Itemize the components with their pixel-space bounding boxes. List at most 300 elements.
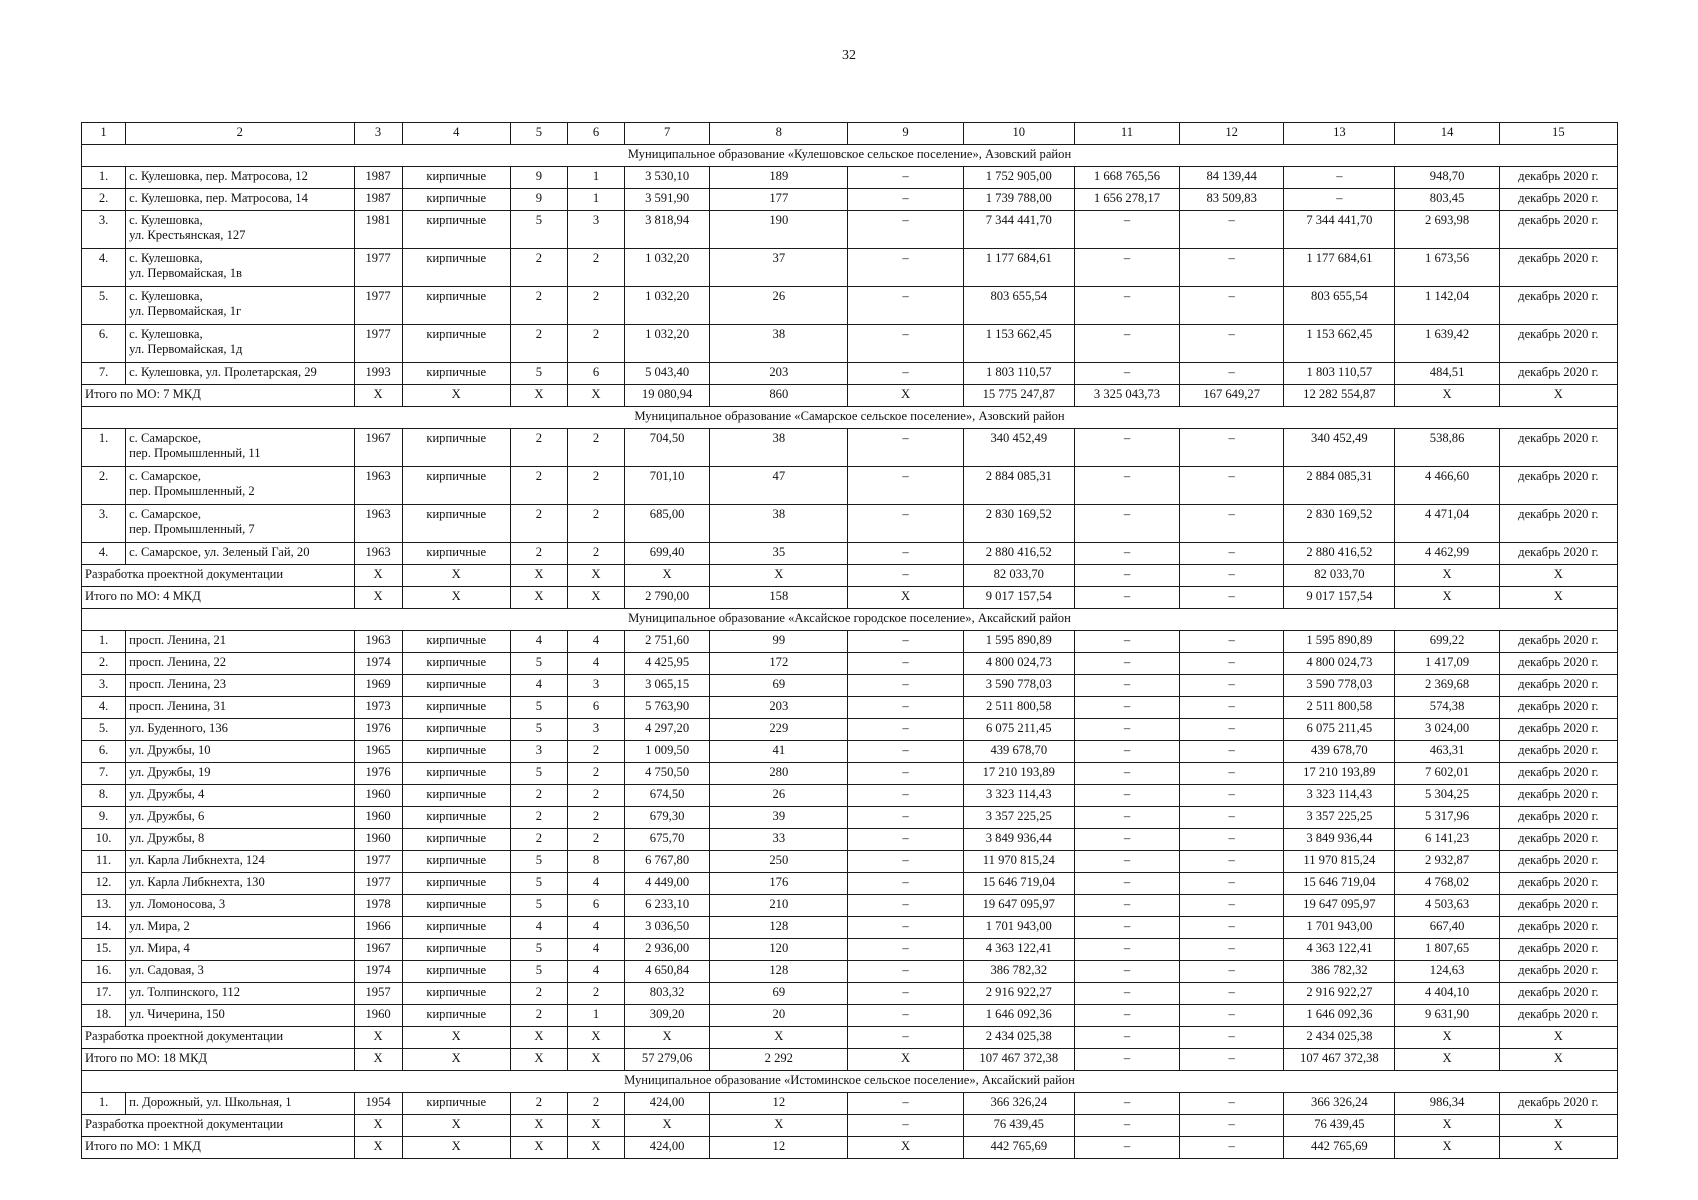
summary-label: Итого по МО: 4 МКД bbox=[82, 587, 355, 609]
cell-col-9: – bbox=[848, 1093, 963, 1115]
summary-cell-col-13: 12 282 554,87 bbox=[1284, 385, 1395, 407]
cell-col-10: 2 884 085,31 bbox=[963, 467, 1074, 505]
summary-row bbox=[82, 1049, 1618, 1071]
cell-col-3: 1967 bbox=[354, 429, 402, 467]
summary-cell-col-7: 57 279,06 bbox=[625, 1049, 710, 1071]
cell-col-7: 6 767,80 bbox=[625, 851, 710, 873]
summary-cell-col-13: 442 765,69 bbox=[1284, 1137, 1395, 1159]
cell-col-2: ул. Мира, 4 bbox=[126, 939, 354, 961]
summary-cell-col-6: Х bbox=[567, 1115, 624, 1137]
cell-col-13: 3 590 778,03 bbox=[1284, 675, 1395, 697]
cell-col-8: 12 bbox=[710, 1093, 848, 1115]
summary-cell-col-14: Х bbox=[1395, 1115, 1499, 1137]
cell-col-3: 1976 bbox=[354, 719, 402, 741]
cell-col-14: 1 142,04 bbox=[1395, 287, 1499, 325]
summary-cell-col-13: 82 033,70 bbox=[1284, 565, 1395, 587]
cell-col-2: с. Кулешовка, ул. Первомайская, 1г bbox=[126, 287, 354, 325]
cell-col-11: – bbox=[1074, 505, 1179, 543]
cell-col-10: 3 357 225,25 bbox=[963, 807, 1074, 829]
cell-col-12: – bbox=[1180, 719, 1284, 741]
cell-col-15: декабрь 2020 г. bbox=[1499, 697, 1617, 719]
cell-col-6: 2 bbox=[567, 807, 624, 829]
cell-col-13: 2 880 416,52 bbox=[1284, 543, 1395, 565]
cell-col-5: 5 bbox=[510, 363, 567, 385]
cell-col-1: 6. bbox=[82, 325, 126, 363]
cell-col-15: декабрь 2020 г. bbox=[1499, 895, 1617, 917]
summary-cell-col-7: Х bbox=[625, 565, 710, 587]
cell-col-5: 9 bbox=[510, 189, 567, 211]
summary-cell-col-5: Х bbox=[510, 587, 567, 609]
summary-cell-col-8: Х bbox=[710, 1027, 848, 1049]
cell-col-1: 11. bbox=[82, 851, 126, 873]
cell-col-6: 8 bbox=[567, 851, 624, 873]
header-row bbox=[82, 123, 1618, 145]
cell-col-1: 12. bbox=[82, 873, 126, 895]
cell-col-7: 4 425,95 bbox=[625, 653, 710, 675]
summary-cell-col-15: Х bbox=[1499, 565, 1617, 587]
table-row bbox=[82, 631, 1618, 653]
cell-col-6: 1 bbox=[567, 189, 624, 211]
summary-cell-col-14: Х bbox=[1395, 385, 1499, 407]
cell-col-4: кирпичные bbox=[402, 917, 510, 939]
table-row bbox=[82, 719, 1618, 741]
cell-col-5: 5 bbox=[510, 697, 567, 719]
cell-col-6: 1 bbox=[567, 167, 624, 189]
cell-col-3: 1965 bbox=[354, 741, 402, 763]
cell-col-9: – bbox=[848, 325, 963, 363]
section-title: Муниципальное образование «Истоминское сельское поселение», Аксайский район bbox=[82, 1071, 1618, 1093]
cell-col-6: 4 bbox=[567, 653, 624, 675]
cell-col-14: 7 602,01 bbox=[1395, 763, 1499, 785]
cell-col-3: 1987 bbox=[354, 189, 402, 211]
cell-col-14: 9 631,90 bbox=[1395, 1005, 1499, 1027]
table-row bbox=[82, 675, 1618, 697]
cell-col-10: 3 590 778,03 bbox=[963, 675, 1074, 697]
cell-col-7: 1 032,20 bbox=[625, 325, 710, 363]
cell-col-14: 124,63 bbox=[1395, 961, 1499, 983]
cell-col-11: – bbox=[1074, 763, 1179, 785]
cell-col-13: 3 849 936,44 bbox=[1284, 829, 1395, 851]
cell-col-12: 84 139,44 bbox=[1180, 167, 1284, 189]
cell-col-4: кирпичные bbox=[402, 829, 510, 851]
cell-col-9: – bbox=[848, 829, 963, 851]
cell-col-6: 3 bbox=[567, 675, 624, 697]
cell-col-9: – bbox=[848, 1005, 963, 1027]
cell-col-4: кирпичные bbox=[402, 1005, 510, 1027]
summary-cell-col-5: Х bbox=[510, 565, 567, 587]
section-title: Муниципальное образование «Самарское сельское поселение», Азовский район bbox=[82, 407, 1618, 429]
cell-col-10: 4 800 024,73 bbox=[963, 653, 1074, 675]
cell-col-5: 5 bbox=[510, 895, 567, 917]
summary-cell-col-14: Х bbox=[1395, 1137, 1499, 1159]
cell-col-13: 19 647 095,97 bbox=[1284, 895, 1395, 917]
cell-col-4: кирпичные bbox=[402, 895, 510, 917]
summary-cell-col-10: 442 765,69 bbox=[963, 1137, 1074, 1159]
cell-col-11: – bbox=[1074, 429, 1179, 467]
table-row bbox=[82, 697, 1618, 719]
table-row bbox=[82, 939, 1618, 961]
cell-col-5: 4 bbox=[510, 631, 567, 653]
summary-cell-col-13: 76 439,45 bbox=[1284, 1115, 1395, 1137]
cell-col-3: 1963 bbox=[354, 467, 402, 505]
table-row bbox=[82, 189, 1618, 211]
cell-col-1: 7. bbox=[82, 763, 126, 785]
summary-label: Итого по МО: 1 МКД bbox=[82, 1137, 355, 1159]
cell-col-8: 33 bbox=[710, 829, 848, 851]
cell-col-7: 685,00 bbox=[625, 505, 710, 543]
cell-col-6: 4 bbox=[567, 939, 624, 961]
cell-col-10: 4 363 122,41 bbox=[963, 939, 1074, 961]
cell-col-2: п. Дорожный, ул. Школьная, 1 bbox=[126, 1093, 354, 1115]
cell-col-14: 6 141,23 bbox=[1395, 829, 1499, 851]
cell-col-1: 1. bbox=[82, 1093, 126, 1115]
summary-row bbox=[82, 565, 1618, 587]
cell-col-4: кирпичные bbox=[402, 249, 510, 287]
page-number: 32 bbox=[842, 48, 856, 63]
cell-col-1: 1. bbox=[82, 429, 126, 467]
cell-col-1: 9. bbox=[82, 807, 126, 829]
cell-col-2: с. Самарское, ул. Зеленый Гай, 20 bbox=[126, 543, 354, 565]
cell-col-1: 18. bbox=[82, 1005, 126, 1027]
cell-col-13: 6 075 211,45 bbox=[1284, 719, 1395, 741]
cell-col-7: 2 751,60 bbox=[625, 631, 710, 653]
cell-col-5: 5 bbox=[510, 763, 567, 785]
table-row bbox=[82, 467, 1618, 505]
cell-col-1: 4. bbox=[82, 249, 126, 287]
summary-row bbox=[82, 1115, 1618, 1137]
table-row bbox=[82, 873, 1618, 895]
cell-col-15: декабрь 2020 г. bbox=[1499, 939, 1617, 961]
summary-cell-col-15: Х bbox=[1499, 385, 1617, 407]
table-row bbox=[82, 961, 1618, 983]
cell-col-8: 120 bbox=[710, 939, 848, 961]
cell-col-9: – bbox=[848, 653, 963, 675]
cell-col-1: 2. bbox=[82, 189, 126, 211]
cell-col-7: 2 936,00 bbox=[625, 939, 710, 961]
cell-col-11: – bbox=[1074, 653, 1179, 675]
cell-col-5: 2 bbox=[510, 829, 567, 851]
cell-col-10: 1 701 943,00 bbox=[963, 917, 1074, 939]
cell-col-6: 4 bbox=[567, 631, 624, 653]
cell-col-14: 1 807,65 bbox=[1395, 939, 1499, 961]
summary-cell-col-14: Х bbox=[1395, 565, 1499, 587]
summary-cell-col-5: Х bbox=[510, 1027, 567, 1049]
cell-col-14: 4 768,02 bbox=[1395, 873, 1499, 895]
cell-col-9: – bbox=[848, 939, 963, 961]
section-title-row bbox=[82, 609, 1618, 631]
cell-col-3: 1977 bbox=[354, 851, 402, 873]
cell-col-5: 5 bbox=[510, 873, 567, 895]
cell-col-3: 1960 bbox=[354, 1005, 402, 1027]
summary-cell-col-3: Х bbox=[354, 385, 402, 407]
cell-col-13: 2 511 800,58 bbox=[1284, 697, 1395, 719]
cell-col-12: – bbox=[1180, 325, 1284, 363]
summary-cell-col-8: 2 292 bbox=[710, 1049, 848, 1071]
summary-cell-col-9: – bbox=[848, 565, 963, 587]
cell-col-7: 675,70 bbox=[625, 829, 710, 851]
summary-cell-col-8: Х bbox=[710, 1115, 848, 1137]
cell-col-10: 1 752 905,00 bbox=[963, 167, 1074, 189]
cell-col-2: ул. Дружбы, 4 bbox=[126, 785, 354, 807]
cell-col-8: 99 bbox=[710, 631, 848, 653]
cell-col-6: 2 bbox=[567, 325, 624, 363]
summary-cell-col-10: 107 467 372,38 bbox=[963, 1049, 1074, 1071]
cell-col-14: 1 639,42 bbox=[1395, 325, 1499, 363]
cell-col-8: 37 bbox=[710, 249, 848, 287]
cell-col-1: 13. bbox=[82, 895, 126, 917]
cell-col-10: 19 647 095,97 bbox=[963, 895, 1074, 917]
cell-col-9: – bbox=[848, 917, 963, 939]
cell-col-12: – bbox=[1180, 467, 1284, 505]
summary-cell-col-7: 2 790,00 bbox=[625, 587, 710, 609]
cell-col-4: кирпичные bbox=[402, 325, 510, 363]
cell-col-5: 2 bbox=[510, 983, 567, 1005]
summary-row bbox=[82, 587, 1618, 609]
cell-col-12: – bbox=[1180, 697, 1284, 719]
cell-col-15: декабрь 2020 г. bbox=[1499, 873, 1617, 895]
cell-col-7: 5 043,40 bbox=[625, 363, 710, 385]
table-row bbox=[82, 429, 1618, 467]
cell-col-8: 189 bbox=[710, 167, 848, 189]
cell-col-9: – bbox=[848, 429, 963, 467]
summary-cell-col-11: – bbox=[1074, 1115, 1179, 1137]
cell-col-2: ул. Карла Либкнехта, 124 bbox=[126, 851, 354, 873]
summary-cell-col-12: – bbox=[1180, 1049, 1284, 1071]
summary-cell-col-6: Х bbox=[567, 385, 624, 407]
housing-repair-table bbox=[81, 122, 1618, 1159]
cell-col-3: 1963 bbox=[354, 505, 402, 543]
cell-col-1: 17. bbox=[82, 983, 126, 1005]
cell-col-13: 366 326,24 bbox=[1284, 1093, 1395, 1115]
table-row bbox=[82, 325, 1618, 363]
header-cell-15: 15 bbox=[1499, 123, 1617, 145]
cell-col-3: 1967 bbox=[354, 939, 402, 961]
cell-col-5: 2 bbox=[510, 807, 567, 829]
cell-col-1: 6. bbox=[82, 741, 126, 763]
cell-col-6: 6 bbox=[567, 697, 624, 719]
summary-cell-col-11: – bbox=[1074, 1049, 1179, 1071]
cell-col-13: 11 970 815,24 bbox=[1284, 851, 1395, 873]
cell-col-11: – bbox=[1074, 249, 1179, 287]
cell-col-9: – bbox=[848, 983, 963, 1005]
cell-col-7: 699,40 bbox=[625, 543, 710, 565]
summary-cell-col-12: – bbox=[1180, 1027, 1284, 1049]
cell-col-11: – bbox=[1074, 917, 1179, 939]
cell-col-7: 679,30 bbox=[625, 807, 710, 829]
cell-col-5: 4 bbox=[510, 675, 567, 697]
cell-col-7: 704,50 bbox=[625, 429, 710, 467]
cell-col-2: с. Кулешовка, пер. Матросова, 12 bbox=[126, 167, 354, 189]
cell-col-6: 2 bbox=[567, 763, 624, 785]
cell-col-7: 701,10 bbox=[625, 467, 710, 505]
cell-col-10: 1 739 788,00 bbox=[963, 189, 1074, 211]
summary-cell-col-15: Х bbox=[1499, 1027, 1617, 1049]
cell-col-13: 2 830 169,52 bbox=[1284, 505, 1395, 543]
cell-col-1: 4. bbox=[82, 543, 126, 565]
cell-col-13: 386 782,32 bbox=[1284, 961, 1395, 983]
cell-col-9: – bbox=[848, 785, 963, 807]
cell-col-1: 5. bbox=[82, 719, 126, 741]
cell-col-8: 35 bbox=[710, 543, 848, 565]
cell-col-10: 1 153 662,45 bbox=[963, 325, 1074, 363]
table-row bbox=[82, 983, 1618, 1005]
cell-col-15: декабрь 2020 г. bbox=[1499, 917, 1617, 939]
cell-col-8: 280 bbox=[710, 763, 848, 785]
cell-col-1: 1. bbox=[82, 631, 126, 653]
cell-col-12: – bbox=[1180, 807, 1284, 829]
cell-col-11: – bbox=[1074, 363, 1179, 385]
summary-row bbox=[82, 385, 1618, 407]
table-row bbox=[82, 167, 1618, 189]
cell-col-8: 190 bbox=[710, 211, 848, 249]
cell-col-13: 439 678,70 bbox=[1284, 741, 1395, 763]
cell-col-4: кирпичные bbox=[402, 189, 510, 211]
cell-col-12: – bbox=[1180, 675, 1284, 697]
cell-col-11: 1 656 278,17 bbox=[1074, 189, 1179, 211]
cell-col-11: – bbox=[1074, 467, 1179, 505]
cell-col-3: 1977 bbox=[354, 873, 402, 895]
cell-col-4: кирпичные bbox=[402, 631, 510, 653]
cell-col-2: ул. Дружбы, 6 bbox=[126, 807, 354, 829]
summary-cell-col-8: Х bbox=[710, 565, 848, 587]
table-row bbox=[82, 917, 1618, 939]
cell-col-7: 6 233,10 bbox=[625, 895, 710, 917]
cell-col-14: 699,22 bbox=[1395, 631, 1499, 653]
summary-cell-col-9: Х bbox=[848, 1137, 963, 1159]
cell-col-12: – bbox=[1180, 763, 1284, 785]
cell-col-3: 1960 bbox=[354, 785, 402, 807]
summary-cell-col-3: Х bbox=[354, 587, 402, 609]
summary-cell-col-3: Х bbox=[354, 1137, 402, 1159]
cell-col-9: – bbox=[848, 249, 963, 287]
summary-cell-col-13: 9 017 157,54 bbox=[1284, 587, 1395, 609]
cell-col-9: – bbox=[848, 807, 963, 829]
cell-col-6: 2 bbox=[567, 543, 624, 565]
summary-cell-col-12: – bbox=[1180, 1115, 1284, 1137]
cell-col-2: ул. Дружбы, 8 bbox=[126, 829, 354, 851]
cell-col-15: декабрь 2020 г. bbox=[1499, 189, 1617, 211]
cell-col-9: – bbox=[848, 167, 963, 189]
summary-cell-col-12: – bbox=[1180, 1137, 1284, 1159]
cell-col-3: 1963 bbox=[354, 631, 402, 653]
cell-col-2: с. Кулешовка, ул. Пролетарская, 29 bbox=[126, 363, 354, 385]
summary-cell-col-6: Х bbox=[567, 1137, 624, 1159]
cell-col-5: 2 bbox=[510, 325, 567, 363]
cell-col-4: кирпичные bbox=[402, 167, 510, 189]
cell-col-15: декабрь 2020 г. bbox=[1499, 983, 1617, 1005]
cell-col-7: 1 032,20 bbox=[625, 287, 710, 325]
cell-col-14: 2 932,87 bbox=[1395, 851, 1499, 873]
table-body bbox=[82, 123, 1618, 1159]
summary-row bbox=[82, 1137, 1618, 1159]
summary-cell-col-7: 424,00 bbox=[625, 1137, 710, 1159]
cell-col-9: – bbox=[848, 505, 963, 543]
cell-col-4: кирпичные bbox=[402, 719, 510, 741]
cell-col-8: 203 bbox=[710, 363, 848, 385]
summary-label: Разработка проектной документации bbox=[82, 1027, 355, 1049]
cell-col-12: – bbox=[1180, 287, 1284, 325]
summary-cell-col-4: Х bbox=[402, 565, 510, 587]
header-cell-10: 10 bbox=[963, 123, 1074, 145]
cell-col-4: кирпичные bbox=[402, 653, 510, 675]
table-row bbox=[82, 505, 1618, 543]
cell-col-13: 15 646 719,04 bbox=[1284, 873, 1395, 895]
cell-col-2: с. Кулешовка, пер. Матросова, 14 bbox=[126, 189, 354, 211]
summary-cell-col-14: Х bbox=[1395, 1027, 1499, 1049]
summary-cell-col-7: Х bbox=[625, 1027, 710, 1049]
table-row bbox=[82, 363, 1618, 385]
table-row bbox=[82, 829, 1618, 851]
cell-col-7: 3 065,15 bbox=[625, 675, 710, 697]
summary-cell-col-10: 15 775 247,87 bbox=[963, 385, 1074, 407]
summary-cell-col-5: Х bbox=[510, 1115, 567, 1137]
cell-col-9: – bbox=[848, 189, 963, 211]
cell-col-14: 3 024,00 bbox=[1395, 719, 1499, 741]
summary-label: Итого по МО: 7 МКД bbox=[82, 385, 355, 407]
cell-col-6: 4 bbox=[567, 961, 624, 983]
cell-col-1: 1. bbox=[82, 167, 126, 189]
cell-col-2: ул. Карла Либкнехта, 130 bbox=[126, 873, 354, 895]
cell-col-11: – bbox=[1074, 1093, 1179, 1115]
cell-col-9: – bbox=[848, 741, 963, 763]
header-cell-4: 4 bbox=[402, 123, 510, 145]
cell-col-2: ул. Ломоносова, 3 bbox=[126, 895, 354, 917]
cell-col-8: 176 bbox=[710, 873, 848, 895]
cell-col-15: декабрь 2020 г. bbox=[1499, 653, 1617, 675]
cell-col-14: 5 317,96 bbox=[1395, 807, 1499, 829]
cell-col-6: 6 bbox=[567, 895, 624, 917]
summary-cell-col-12: – bbox=[1180, 565, 1284, 587]
cell-col-7: 424,00 bbox=[625, 1093, 710, 1115]
summary-cell-col-12: 167 649,27 bbox=[1180, 385, 1284, 407]
cell-col-15: декабрь 2020 г. bbox=[1499, 829, 1617, 851]
cell-col-3: 1957 bbox=[354, 983, 402, 1005]
cell-col-14: 2 693,98 bbox=[1395, 211, 1499, 249]
summary-cell-col-15: Х bbox=[1499, 1049, 1617, 1071]
section-title-row bbox=[82, 407, 1618, 429]
cell-col-11: – bbox=[1074, 851, 1179, 873]
cell-col-12: – bbox=[1180, 785, 1284, 807]
cell-col-12: – bbox=[1180, 363, 1284, 385]
section-title: Муниципальное образование «Кулешовское сельское поселение», Азовский район bbox=[82, 145, 1618, 167]
header-cell-5: 5 bbox=[510, 123, 567, 145]
cell-col-8: 26 bbox=[710, 287, 848, 325]
cell-col-5: 5 bbox=[510, 961, 567, 983]
cell-col-11: – bbox=[1074, 697, 1179, 719]
cell-col-6: 2 bbox=[567, 429, 624, 467]
section-title-row bbox=[82, 1071, 1618, 1093]
cell-col-14: 667,40 bbox=[1395, 917, 1499, 939]
cell-col-4: кирпичные bbox=[402, 785, 510, 807]
cell-col-10: 3 849 936,44 bbox=[963, 829, 1074, 851]
header-cell-14: 14 bbox=[1395, 123, 1499, 145]
cell-col-5: 2 bbox=[510, 287, 567, 325]
cell-col-12: – bbox=[1180, 829, 1284, 851]
cell-col-4: кирпичные bbox=[402, 363, 510, 385]
table-row bbox=[82, 807, 1618, 829]
cell-col-7: 3 530,10 bbox=[625, 167, 710, 189]
cell-col-4: кирпичные bbox=[402, 211, 510, 249]
summary-cell-col-3: Х bbox=[354, 1049, 402, 1071]
cell-col-5: 5 bbox=[510, 851, 567, 873]
cell-col-6: 1 bbox=[567, 1005, 624, 1027]
cell-col-13: 4 363 122,41 bbox=[1284, 939, 1395, 961]
cell-col-6: 2 bbox=[567, 467, 624, 505]
cell-col-5: 4 bbox=[510, 917, 567, 939]
cell-col-9: – bbox=[848, 467, 963, 505]
cell-col-1: 10. bbox=[82, 829, 126, 851]
cell-col-6: 2 bbox=[567, 1093, 624, 1115]
